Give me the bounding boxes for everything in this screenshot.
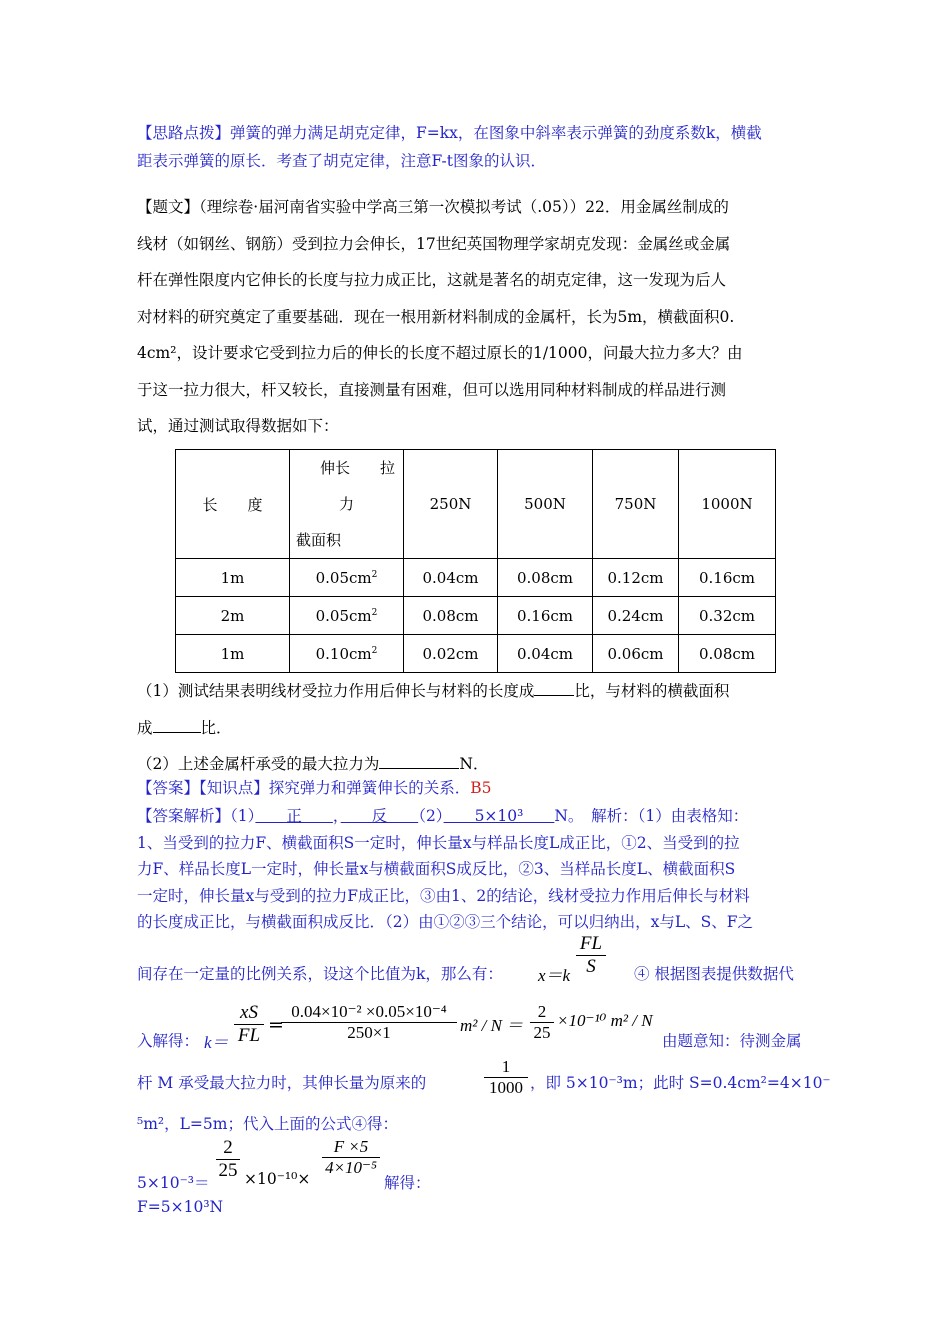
equation-fl-over-s: FL S	[576, 933, 606, 978]
equation-1-over-1000: 1 1000	[484, 1057, 528, 1098]
analysis-line-9b: ×10⁻¹⁰×	[244, 1170, 311, 1188]
sub-questions	[137, 673, 815, 783]
hint-line-2: 距表示弹簧的原长．考查了胡克定律，注意F-t图象的认识．	[137, 152, 547, 170]
cell-value: 0.04cm	[404, 559, 498, 597]
question-tag: 【题文】	[137, 198, 200, 216]
cell-value: 0.32cm	[679, 597, 776, 635]
header-length: 长 度	[176, 450, 290, 559]
question-line: 线材（如钢丝、钢筋）受到拉力会伸长，17世纪英国物理学家胡克发现：金属丝或金属	[137, 234, 731, 253]
answer-line: 【答案】【知识点】探究弹力和弹簧伸长的关系．B5	[137, 779, 492, 797]
equation-x-lhs: x＝k	[538, 966, 571, 985]
header-stretch: 伸长 拉	[319, 459, 395, 477]
cell-value: 0.16cm	[498, 597, 593, 635]
question-line: 试，通过测试取得数据如下：	[137, 417, 339, 435]
equation-unit: m² / N ＝	[460, 1016, 524, 1035]
hint-tag: 【思路点拨】	[137, 124, 231, 142]
cell-area: $0.05cm^2$	[290, 597, 404, 635]
cell-area: $0.10cm^2$	[290, 635, 404, 673]
cell-value: 0.04cm	[498, 635, 593, 673]
question-line: 于这一拉力很大，杆又较长，直接测量有困难，但可以选用同种材料制成的样品进行测	[137, 380, 727, 399]
question-line: 4cm²，设计要求它受到拉力后的伸长的长度不超过原长的1/1000，问最大拉力多大？由	[137, 344, 743, 362]
cell-value: 0.12cm	[593, 559, 679, 597]
equation-xs-over-fl: xS FL	[234, 1002, 264, 1047]
hint-paragraph	[137, 119, 815, 175]
cell-value: 0.06cm	[593, 635, 679, 673]
analysis-tag: 【答案解析】	[137, 807, 231, 825]
analysis-line: 的长度成正比，与横截面积成反比．（2）由①②③三个结论，可以归纳出，x与L、S、F之	[137, 913, 754, 931]
answer-blank-2: 反	[340, 807, 419, 825]
equation-numeric-fraction: 0.04×10⁻² ×0.05×10⁻⁴ 250×1	[281, 1002, 457, 1043]
answer-blank	[534, 679, 574, 696]
sub-question-1: （1）测试结果表明线材受拉力作用后伸长与材料的长度成 比，与材料的横截面积	[137, 673, 815, 710]
analysis-paragraph	[137, 803, 815, 936]
header-force: 力	[338, 495, 354, 513]
cell-length: 1m	[176, 559, 290, 597]
table-row	[176, 559, 776, 597]
cell-area: $0.05cm^2$	[290, 559, 404, 597]
cell-length: 2m	[176, 597, 290, 635]
answer-blank	[379, 752, 459, 769]
header-force-750: 750N	[593, 450, 679, 559]
cell-length: 1m	[176, 635, 290, 673]
analysis-line: 【答案解析】（1） 正 ， 反 （2） 5×10³ N。 解析：（1）由表格知：	[137, 807, 749, 825]
analysis-line-6b: 由题意知：待测金属	[662, 1032, 802, 1050]
header-area: 截面积	[296, 531, 342, 549]
analysis-line-9a: 5×10⁻³＝	[137, 1174, 210, 1192]
cell-value: 0.08cm	[679, 635, 776, 673]
equation-f-fraction: F ×5 4×10⁻⁵	[322, 1137, 380, 1178]
analysis-line-6a: 入解得：	[137, 1032, 200, 1050]
cell-value: 0.08cm	[498, 559, 593, 597]
answer-blank-3: 5×10³	[443, 807, 555, 825]
analysis-line: 1、当受到的拉力F、横截面积S一定时，伸长量x与样品长度L成正比，①2、当受到的拉	[137, 833, 740, 852]
equation-2-over-25: 2 25	[530, 1002, 554, 1043]
cell-value: 0.24cm	[593, 597, 679, 635]
analysis-line-7a: 杆 M 承受最大拉力时，其伸长量为原来的	[137, 1074, 427, 1092]
answer-blank	[153, 716, 201, 733]
final-answer: F=5×10³N	[137, 1198, 224, 1216]
table-row	[176, 597, 776, 635]
cell-value: 0.08cm	[404, 597, 498, 635]
knowledge-code: B5	[470, 779, 492, 797]
equals-sign: =	[268, 1014, 284, 1036]
analysis-line-8: ⁵m²，L=5m；代入上面的公式④得：	[137, 1115, 398, 1133]
analysis-line-9c: 解得：	[384, 1174, 431, 1192]
equation-2-over-25-b: 2 25	[216, 1137, 240, 1182]
question-paragraph	[137, 189, 815, 445]
analysis-line-7b: ，即 5×10⁻³m；此时 S=0.4cm²=4×10⁻	[530, 1074, 831, 1092]
table-row	[176, 635, 776, 673]
answer-tag: 【答案】【知识点】	[137, 779, 269, 797]
hint-line-1: 【思路点拨】弹簧的弹力满足胡克定律，F=kx，在图象中斜率表示弹簧的劲度系数k，横截	[137, 124, 762, 142]
header-force-1000: 1000N	[679, 450, 776, 559]
question-line: 对材料的研究奠定了重要基础．现在一根用新材料制成的金属杆，长为5m，横截面积0.	[137, 307, 735, 326]
analysis-line-5b: ④ 根据图表提供数据代	[634, 965, 794, 983]
cell-value: 0.16cm	[679, 559, 776, 597]
header-force-250: 250N	[404, 450, 498, 559]
equation-k: k＝	[204, 1033, 229, 1052]
cell-value: 0.02cm	[404, 635, 498, 673]
sub-question-1-cont: 成 比．	[137, 710, 815, 747]
sub-question-2: （2）上述金属杆承受的最大拉力为 N．	[137, 746, 815, 783]
data-table	[175, 449, 776, 673]
table-header-row	[176, 450, 776, 559]
analysis-line: 力F、样品长度L一定时，伸长量x与横截面积S成反比，②3、当样品长度L、横截面积S	[137, 860, 736, 878]
question-line: 【题文】（理综卷·届河南省实验中学高三第一次模拟考试（.05））22．用金属丝制成的	[137, 198, 729, 216]
header-force-500: 500N	[498, 450, 593, 559]
analysis-line-5a: 间存在一定量的比例关系，设这个比值为k，那么有：	[137, 965, 503, 983]
equation-tail: ×10⁻¹⁰ m² / N	[557, 1011, 653, 1030]
header-diagonal	[290, 450, 404, 559]
question-line: 杆在弹性限度内它伸长的长度与拉力成正比，这就是著名的胡克定律，这一发现为后人	[137, 271, 727, 289]
analysis-line: 一定时，伸长量x与受到的拉力F成正比，③由1、2的结论，线材受拉力作用后伸长与材料	[137, 886, 750, 905]
answer-blank-1: 正	[255, 807, 333, 825]
